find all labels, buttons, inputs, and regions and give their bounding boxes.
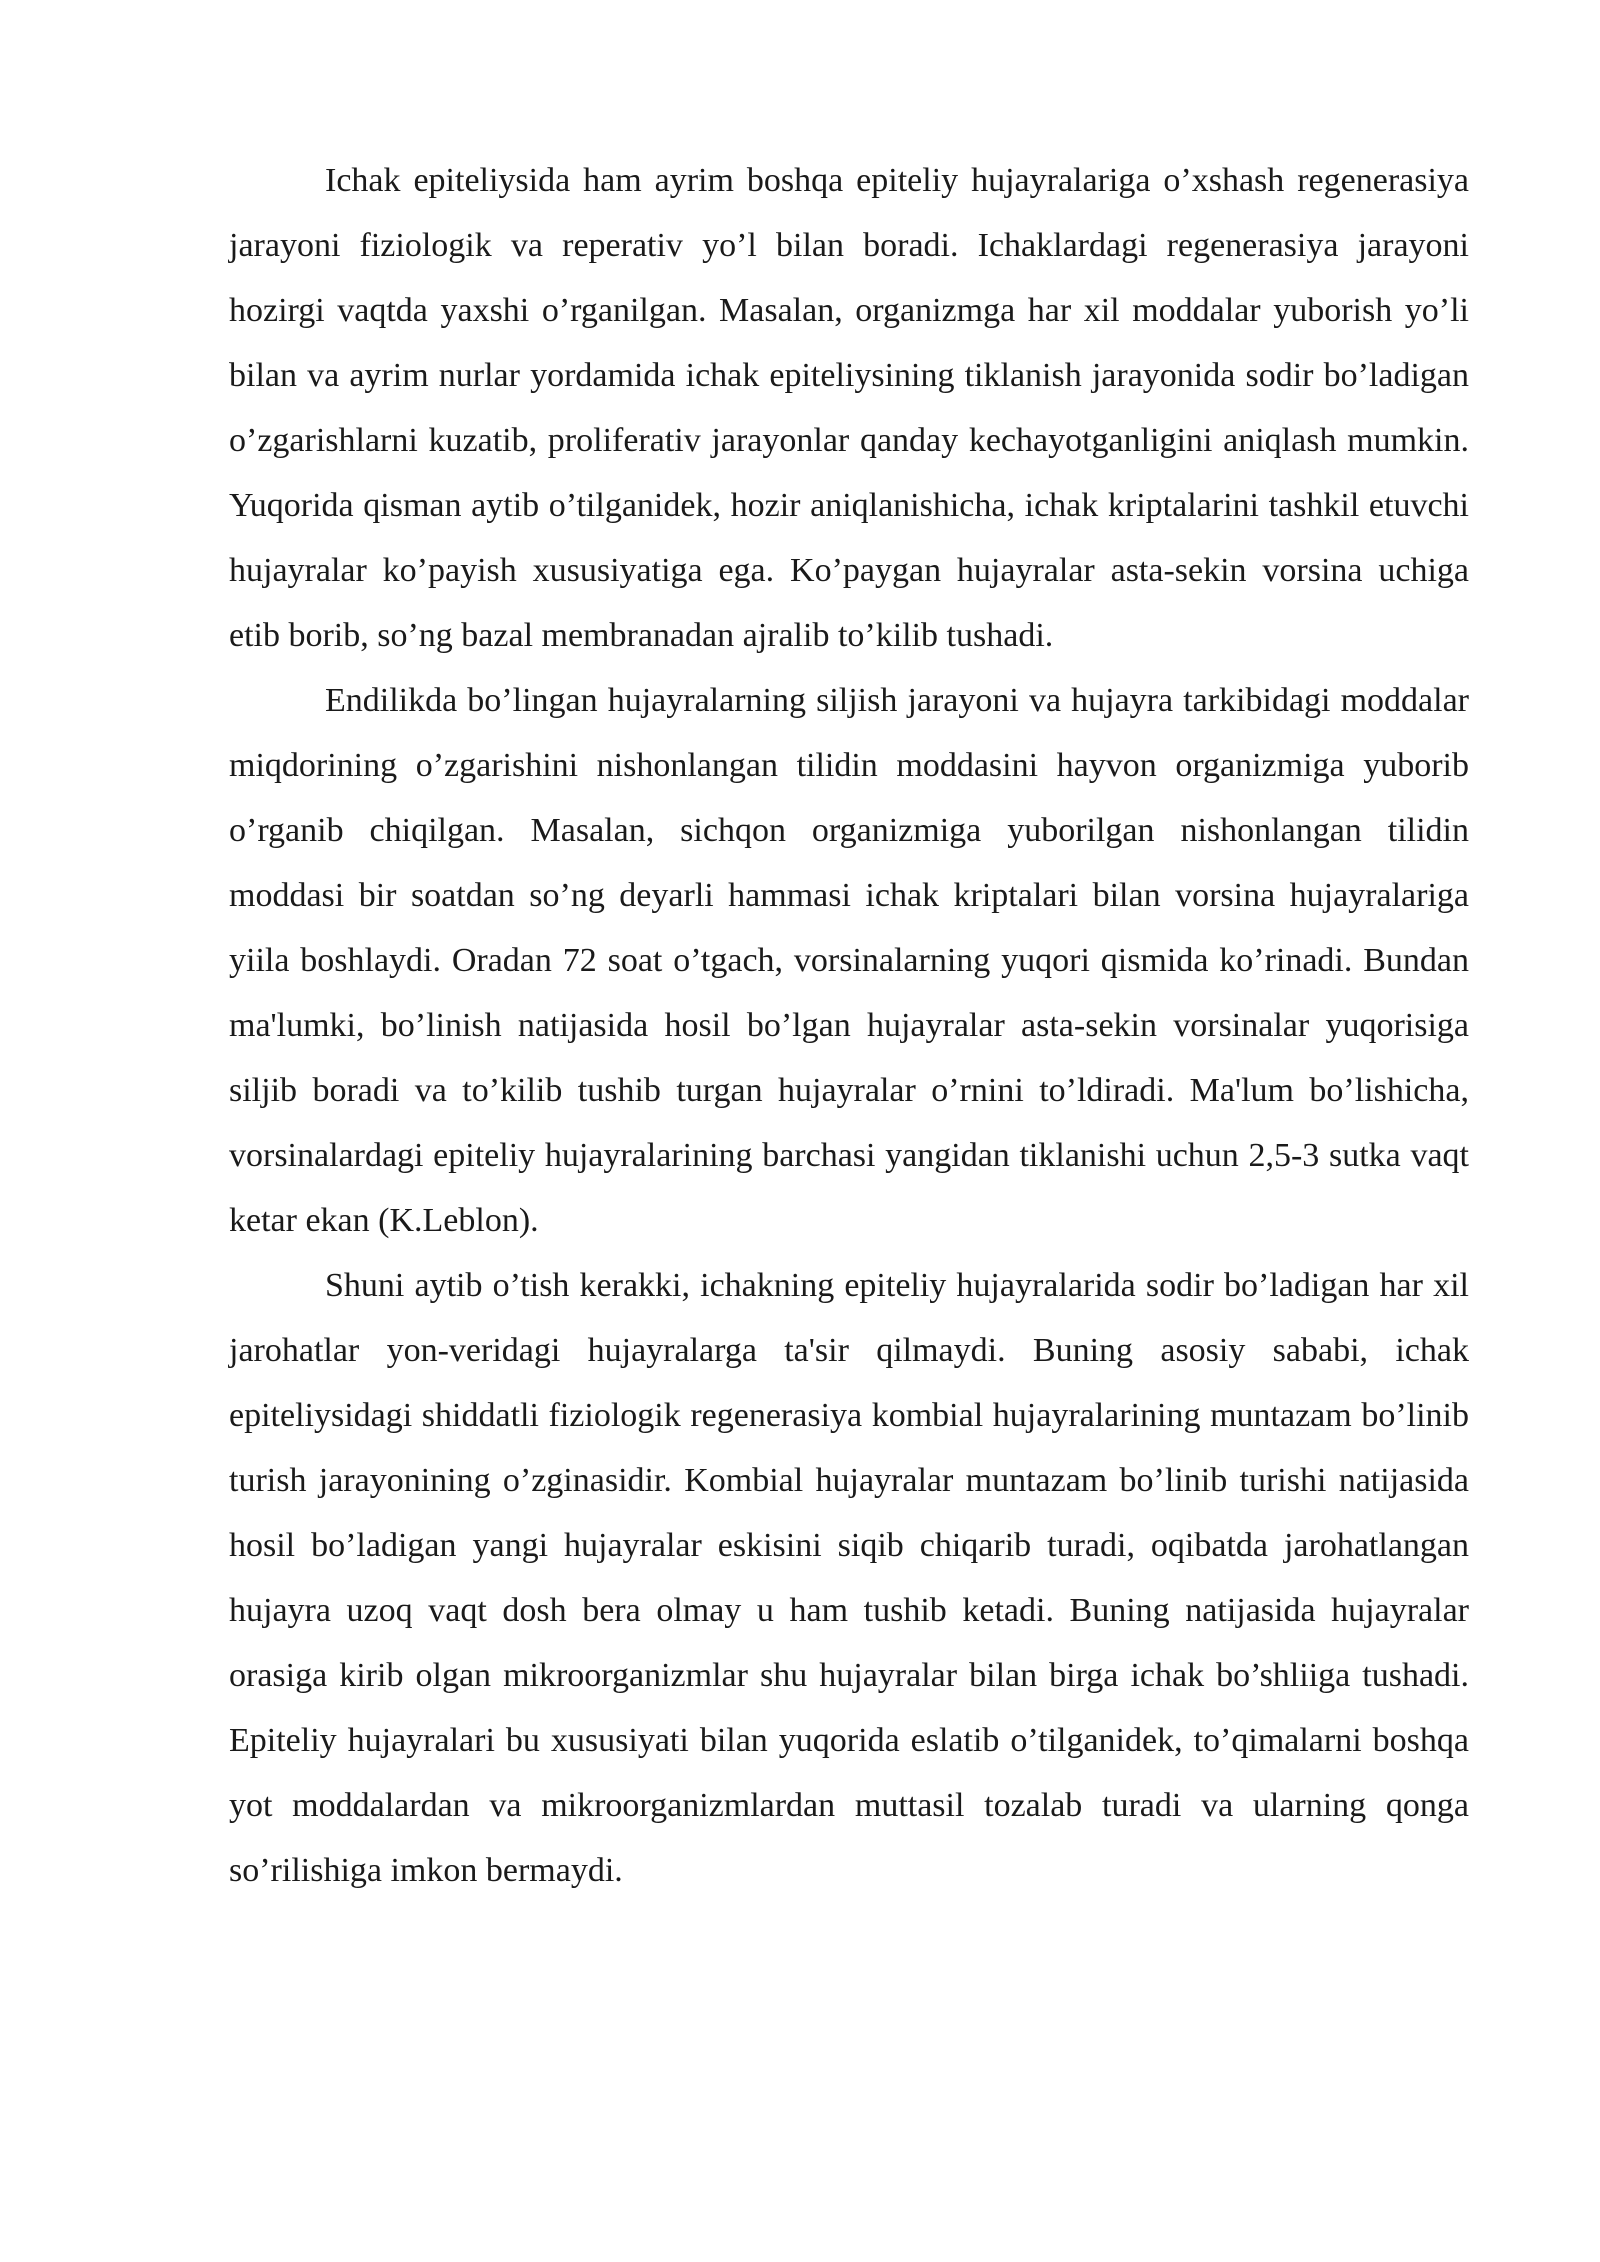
paragraph-3: Shuni aytib o’tish kerakki, ichakning epiteliy hujayralarida sodir bo’ladigan har xil jarohatlar yon-veridagi hujayralarga ta'sir qilmaydi. Buning asosiy sababi, ichak epiteliysidagi shiddatli fiziologik regenerasiya kombial hujayralarining muntazam bo’linib turish jarayonining o’zginasidir. Kombial hujayralar muntazam bo’linib turishi natijasida hosil bo’ladigan yangi hujayralar eskisini siqib chiqarib turadi, oqibatda jarohatlangan hujayra uzoq vaqt dosh bera olmay u ham tushib ketadi. Buning natijasida hujayralar orasiga kirib olgan mikroorganizmlar shu hujayralar bilan birga ichak bo’shliiga tushadi. Epiteliy hujayralari bu xususiyati bilan yuqorida eslatib o’tilganidek, to’qimalarni boshqa yot moddalardan va mikroorganizmlardan muttasil tozalab turadi va ularning qonga so’rilishiga imkon bermaydi. xyxy=(229,1267,1469,1889)
paragraph-1: Ichak epiteliysida ham ayrim boshqa epiteliy hujayralariga o’xshash regenerasiya jarayoni fiziologik va reperativ yo’l bilan boradi. Ichaklardagi regenerasiya jarayoni hozirgi vaqtda yaxshi o’rganilgan. Masalan, organizmga har xil moddalar yuborish yo’li bilan va ayrim nurlar yordamida ichak epiteliysining tiklanish jarayonida sodir bo’ladigan o’zgarishlarni kuzatib, proliferativ jarayonlar qanday kechayotganligini aniqlash mumkin. Yuqorida qisman aytib o’tilganidek, hozir aniqlanishicha, ichak kriptalarini tashkil etuvchi hujayralar ko’payish xususiyatiga ega. Ko’paygan hujayralar asta-sekin vorsina uchiga etib borib, so’ng bazal membranadan ajralib to’kilib tushadi. xyxy=(229,162,1469,654)
document-page xyxy=(229,148,1469,1903)
paragraph-2: Endilikda bo’lingan hujayralarning siljish jarayoni va hujayra tarkibidagi moddalar miqdorining o’zgarishini nishonlangan tilidin moddasini hayvon organizmiga yuborib o’rganib chiqilgan. Masalan, sichqon organizmiga yuborilgan nishonlangan tilidin moddasi bir soatdan so’ng deyarli hammasi ichak kriptalari bilan vorsina hujayralariga yiila boshlaydi. Oradan 72 soat o’tgach, vorsinalarning yuqori qismida ko’rinadi. Bundan ma'lumki, bo’linish natijasida hosil bo’lgan hujayralar asta-sekin vorsinalar yuqorisiga siljib boradi va to’kilib tushib turgan hujayralar o’rnini to’ldiradi. Ma'lum bo’lishicha, vorsinalardagi epiteliy hujayralarining barchasi yangidan tiklanishi uchun 2,5-3 sutka vaqt ketar ekan (K.Leblon). xyxy=(229,682,1469,1239)
